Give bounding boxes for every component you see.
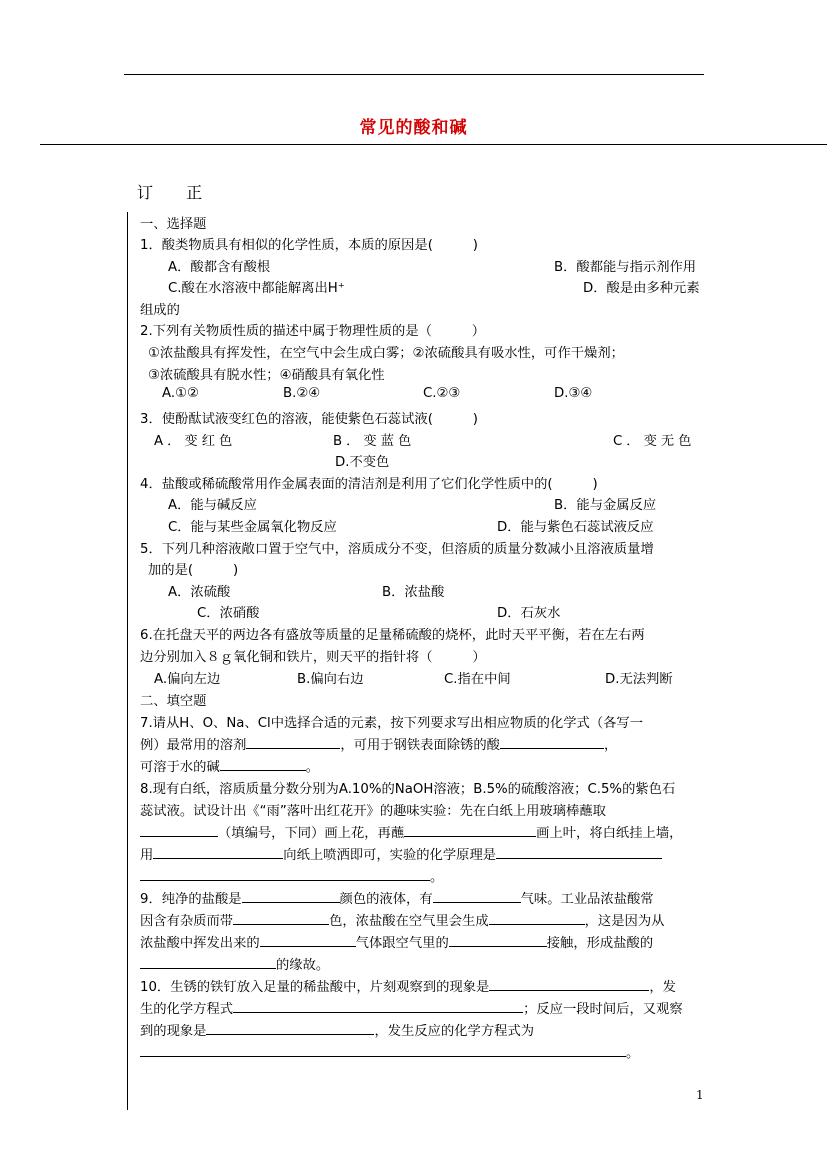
question-6-option-c: C.指在中间	[444, 672, 511, 687]
question-10-line-1	[140, 976, 676, 995]
question-6-stem: 6.在托盘天平的两边各有盛放等质量的足量稀硫酸的烧杯，此时天平平衡，若在左右两	[140, 628, 645, 643]
question-10-text-c: 生的化学方程式	[140, 1002, 234, 1017]
question-8-line-5	[140, 866, 443, 885]
question-4-option-a: A．能与碱反应	[168, 498, 257, 513]
question-7-text-c: ，	[603, 738, 618, 753]
answer-blank-principle[interactable]	[496, 845, 662, 859]
question-9-line-2	[140, 910, 664, 929]
question-8-line-4	[140, 844, 662, 863]
title-rule	[40, 144, 827, 145]
question-3-option-c: C．变无色	[613, 434, 696, 449]
question-9-text-j: 的缘故。	[276, 958, 330, 973]
question-10-line-4	[140, 1042, 639, 1061]
question-10-text-a: 10．生锈的铁钉放入足量的稀盐酸中，片刻观察到的现象是	[140, 980, 490, 995]
question-4-option-c: C．能与某些金属氧化物反应	[168, 520, 337, 535]
question-8-line-2: 蕊试液。试设计出《“雨”落叶出红花开》的趣味实验：先在白纸上用玻璃棒蘸取	[140, 804, 606, 819]
question-7-line-1: 7.请从H、O、Na、Cl中选择合适的元素，按下列要求写出相应物质的化学式（各写一	[140, 716, 644, 731]
question-5-stem: 5．下列几种溶液敞口置于空气中，溶质成分不变，但溶质的质量分数减小且溶液质量增	[140, 542, 654, 557]
question-3-stem: 3．使酚酞试液变红色的溶液，能使紫色石蕊试液( )	[140, 412, 478, 427]
answer-blank-phenomenon-1[interactable]	[489, 977, 649, 991]
question-2-stem: 2.下列有关物质性质的描述中属于物理性质的是（ ）	[140, 324, 486, 339]
question-9-text-c: 气味。工业品浓盐酸常	[520, 892, 654, 907]
question-7-line-3	[140, 756, 319, 775]
question-3-option-d: D.不变色	[335, 455, 390, 470]
header-rule	[124, 74, 704, 75]
question-8-line-3	[140, 822, 682, 841]
question-1-stem: 1．酸类物质具有相似的化学性质，本质的原因是( )	[140, 238, 478, 253]
question-2-option-a: A.①②	[162, 386, 199, 401]
question-10-text-f: ，发生反应的化学方程式为	[374, 1024, 535, 1039]
question-7-line-2	[140, 734, 617, 753]
question-9-text-i: 接触，形成盐酸的	[546, 936, 654, 951]
question-8-text-b: 画上叶，将白纸挂上墙，	[536, 826, 683, 841]
question-6-stem-continued: 边分别加入８ｇ氧化铜和铁片，则天平的指针将（ ）	[140, 650, 486, 665]
question-4-option-d: D．能与紫色石蕊试液反应	[497, 520, 654, 535]
question-9-line-4	[140, 954, 329, 973]
question-10-text-e: 到的现象是	[140, 1024, 207, 1039]
answer-blank-leaf-solution[interactable]	[404, 823, 536, 837]
question-10-text-g: 。	[626, 1046, 640, 1061]
question-5-option-a: A．浓硫酸	[168, 585, 231, 600]
question-1-option-d: D．酸是由多种元素	[583, 281, 700, 296]
question-9-text-b: 颜色的液体，有	[339, 892, 433, 907]
question-10-line-2	[140, 998, 683, 1017]
answer-blank-equation-1[interactable]	[233, 999, 523, 1013]
answer-blank-equation-2[interactable]	[140, 1043, 626, 1057]
section-heading-fill-in: 二、填空题	[140, 694, 207, 709]
answer-blank-base[interactable]	[220, 757, 306, 771]
question-8-text-a: （填编号，下同）画上花，再蘸	[218, 826, 405, 841]
answer-blank-formation[interactable]	[140, 955, 276, 969]
question-7-text-d: 可溶于水的碱	[140, 760, 220, 775]
question-8-text-d: 向纸上喷洒即可，实验的化学原理是	[283, 848, 497, 863]
answer-blank-solvent[interactable]	[246, 735, 340, 749]
answer-blank-acid[interactable]	[500, 735, 604, 749]
answer-blank-product[interactable]	[489, 911, 585, 925]
question-10-text-b: ，发	[649, 980, 676, 995]
answer-blank-spray-solution[interactable]	[153, 845, 283, 859]
question-1-option-b: B．酸都能与指示剂作用	[554, 260, 697, 275]
question-7-text-e: 。	[305, 760, 320, 775]
question-6-option-d: D.无法判断	[605, 672, 673, 687]
question-1-option-d-continued: 组成的	[140, 303, 180, 318]
question-4-option-b: B．能与金属反应	[554, 498, 657, 513]
question-1-option-c: C.酸在水溶液中都能解离出H⁺	[168, 281, 345, 296]
section-heading-choice: 一、选择题	[140, 217, 207, 232]
question-9-line-3	[140, 932, 653, 951]
question-3-option-a: A．变红色	[154, 434, 237, 449]
answer-blank-air-component[interactable]	[449, 933, 547, 947]
question-7-text-b: ，可用于钢铁表面除锈的酸	[340, 738, 500, 753]
question-2-option-b: B.②④	[283, 386, 321, 401]
question-6-option-a: A.偏向左边	[154, 672, 221, 687]
margin-line	[127, 212, 128, 1110]
question-8-text-e: 。	[430, 870, 444, 885]
question-9-text-e: 色，浓盐酸在空气里会生成	[329, 914, 489, 929]
answer-blank-color[interactable]	[242, 889, 340, 903]
question-10-line-3	[140, 1020, 534, 1039]
correction-label: 订 正	[137, 183, 217, 202]
question-9-text-h: 气体跟空气里的	[355, 936, 449, 951]
question-8-line-1: 8.现有白纸，溶质质量分数分别为A.10%的NaOH溶液；B.5%的硫酸溶液；C.5%的紫色石	[140, 782, 676, 797]
answer-blank-principle-continued[interactable]	[140, 867, 430, 881]
answer-blank-phenomenon-2[interactable]	[206, 1021, 374, 1035]
question-10-text-d: ；反应一段时间后，又观察	[523, 1002, 683, 1017]
question-2-option-c: C.②③	[423, 386, 461, 401]
question-5-stem-continued: 加的是( )	[148, 563, 239, 578]
question-5-option-d: D．石灰水	[497, 606, 561, 621]
page-number: 1	[696, 1088, 704, 1102]
question-9-text-f: ，这是因为从	[584, 914, 665, 929]
answer-blank-impurity-color[interactable]	[233, 911, 329, 925]
question-8-text-c: 用	[140, 848, 154, 863]
question-3-option-b: B．变蓝色	[333, 434, 416, 449]
question-7-text-a: 例）最常用的溶剂	[140, 738, 247, 753]
question-6-option-b: B.偏向右边	[297, 672, 364, 687]
question-5-option-c: C．浓硝酸	[197, 606, 260, 621]
answer-blank-odor[interactable]	[433, 889, 521, 903]
question-9-text-g: 浓盐酸中挥发出来的	[140, 936, 260, 951]
question-9-text-d: 因含有杂质而带	[140, 914, 234, 929]
question-2-option-d: D.③④	[554, 386, 593, 401]
question-9-text-a: 9．纯净的盐酸是	[140, 892, 242, 907]
question-2-statement-2: ③浓硫酸具有脱水性；④硝酸具有氧化性	[148, 368, 385, 383]
answer-blank-flower-solution[interactable]	[140, 823, 218, 837]
question-5-option-b: B．浓盐酸	[382, 585, 445, 600]
question-2-statement-1: ①浓盐酸具有挥发性，在空气中会生成白雾；②浓硫酸具有吸水性，可作干燥剂；	[148, 346, 624, 361]
question-4-stem: 4．盐酸或稀硫酸常用作金属表面的清洁剂是利用了它们化学性质中的( )	[140, 477, 598, 492]
page-title: 常见的酸和碱	[359, 118, 468, 138]
question-1-option-a: A．酸都含有酸根	[168, 260, 271, 275]
answer-blank-gas[interactable]	[260, 933, 356, 947]
question-9-line-1	[140, 888, 654, 907]
